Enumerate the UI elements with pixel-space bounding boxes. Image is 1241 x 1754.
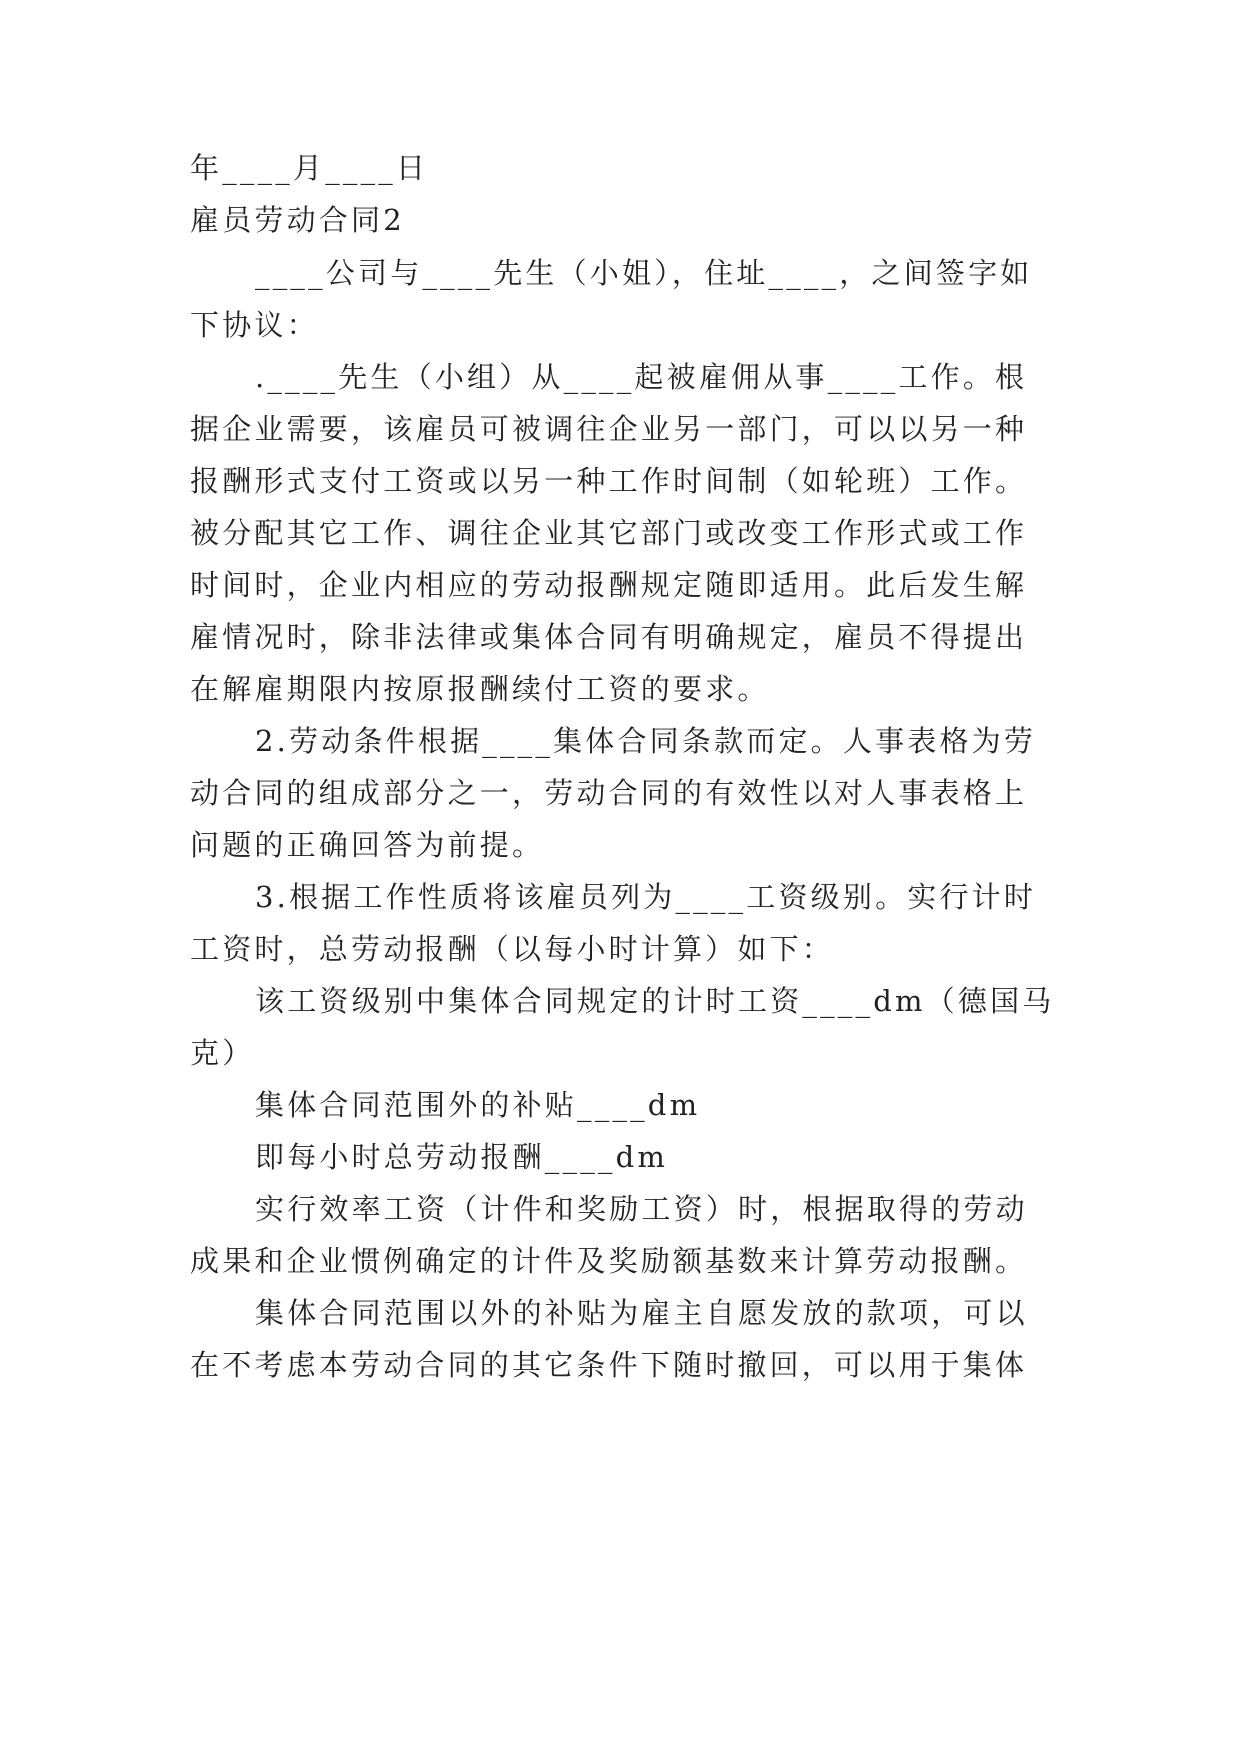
paragraph-line: 工资时，总劳动报酬（以每小时计算）如下： [190,932,835,966]
paragraph-line: .____先生（小组）从____起被雇佣从事____工作。根 [255,360,1028,394]
paragraph-line: 报酬形式支付工资或以另一种工作时间制（如轮班）工作。 [190,464,1028,498]
document-title: 雇员劳动合同2 [190,203,405,237]
paragraph-line: 被分配其它工作、调往企业其它部门或改变工作形式或工作 [190,516,1028,550]
paragraph-line: 克） [190,1036,255,1070]
paragraph-line: 3.根据工作性质将该雇员列为____工资级别。实行计时 [255,880,1037,914]
paragraph-line: 动合同的组成部分之一，劳动合同的有效性以对人事表格上 [190,776,1028,810]
paragraph-line: 下协议： [190,308,319,342]
paragraph-line: 在不考虑本劳动合同的其它条件下随时撤回，可以用于集体 [190,1348,1028,1382]
paragraph-line: 问题的正确回答为前提。 [190,828,545,862]
paragraph-line: 成果和企业惯例确定的计件及奖励额基数来计算劳动报酬。 [190,1244,1028,1278]
paragraph-line: 实行效率工资（计件和奖励工资）时，根据取得的劳动 [255,1192,1028,1226]
paragraph-line: 该工资级别中集体合同规定的计时工资____dm（德国马 [255,984,1055,1018]
paragraph-line: 在解雇期限内按原报酬续付工资的要求。 [190,672,770,706]
date-line: 年____月____日 [190,151,429,185]
paragraph-line: 集体合同范围以外的补贴为雇主自愿发放的款项，可以 [255,1296,1028,1330]
paragraph-line: 时间时，企业内相应的劳动报酬规定随即适用。此后发生解 [190,568,1028,602]
paragraph-line: 雇情况时，除非法律或集体合同有明确规定，雇员不得提出 [190,620,1028,654]
paragraph-line: 2.劳动条件根据____集体合同条款而定。人事表格为劳 [255,724,1037,758]
paragraph-line: 据企业需要，该雇员可被调往企业另一部门，可以以另一种 [190,412,1028,446]
paragraph-line: 即每小时总劳动报酬____dm [255,1140,669,1174]
paragraph-line: 集体合同范围外的补贴____dm [255,1088,701,1122]
paragraph-line: ____公司与____先生（小姐），住址____，之间签字如 [255,256,1033,290]
